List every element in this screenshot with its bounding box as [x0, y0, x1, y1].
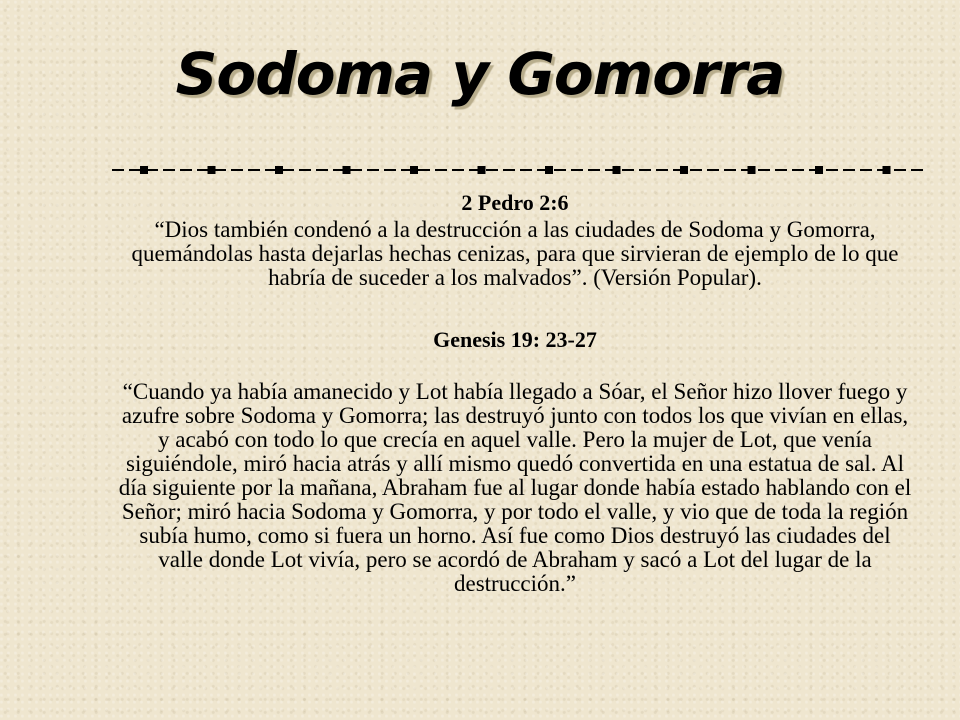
passage-reference-genesis: Genesis 19: 23-27 — [433, 327, 597, 352]
divider-square-icon — [208, 166, 216, 174]
divider-square-icon — [140, 166, 148, 174]
slide-title: Sodoma y Gomorra — [175, 40, 785, 108]
slide-body — [116, 190, 914, 596]
divider-square-icon — [613, 166, 621, 174]
divider-square-icon — [410, 166, 418, 174]
passage-text-2-pedro: “Dios también condenó a la destrucción a las ciudades de Sodoma y Gomorra, quemándolas hasta dejarlas hechas cenizas, para que sirvieran de ejemplo de lo que habría de suceder a los malvados”. (Versión Popular). — [131, 217, 899, 290]
divider-square-icon — [343, 166, 351, 174]
divider-square-icon — [275, 166, 283, 174]
decorative-divider — [112, 158, 932, 182]
passage-reference-2-pedro: 2 Pedro 2:6 — [461, 190, 569, 215]
divider-square-icon — [680, 166, 688, 174]
divider-square-icon — [478, 166, 486, 174]
divider-square-icon — [883, 166, 891, 174]
divider-square-icon — [748, 166, 756, 174]
passage-text-genesis: “Cuando ya había amanecido y Lot había llegado a Sóar, el Señor hizo llover fuego y azufre sobre Sodoma y Gomorra; las destruyó junto con todos los que vivían en ellas, y acabó con todo lo que crecía en aquel valle. Pero la mujer de Lot, que venía siguiéndole, miró hacia atrás y allí mismo quedó convertida en una estatua de sal. Al día siguiente por la mañana, Abraham fue al lugar donde había estado hablando con el Señor; miró hacia Sodoma y Gomorra, y por todo el valle, y vio que de toda la región subía humo, como si fuera un horno. Así fue como Dios destruyó las ciudades del valle donde Lot vivía, pero se acordó de Abraham y sacó a Lot del lugar de la destrucción.” — [118, 379, 912, 596]
divider-square-icon — [815, 166, 823, 174]
divider-square-icon — [545, 166, 553, 174]
